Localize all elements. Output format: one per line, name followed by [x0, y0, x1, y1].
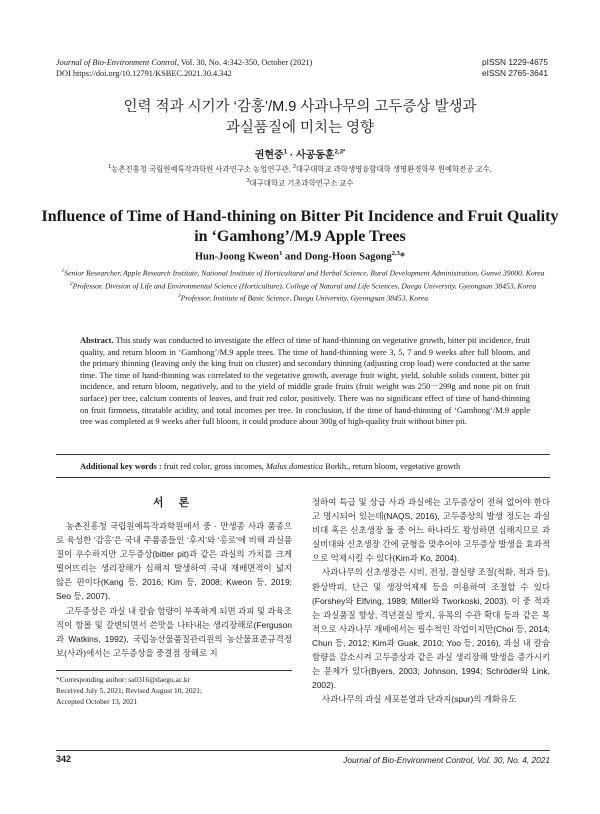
received-dates: Received July 5, 2021; Revised August 10, 2021; — [56, 686, 202, 695]
affil-en-1: Senior Researcher, Apple Research Institute, National Institute of Horticultural and Herbal Science, Rural Development Administration, Gunwi 39000, Korea — [64, 268, 545, 278]
affil-en-3: Professor, Institute of Basic Science, Daegu University, Gyeongsan 38453, Korea — [180, 294, 428, 303]
issn-block — [482, 57, 548, 79]
body-column-left — [56, 519, 292, 660]
author-and: and — [282, 251, 305, 263]
author-korean-2: 사공동훈 — [295, 150, 335, 161]
title-korean — [0, 97, 600, 139]
author-separator: · — [287, 150, 296, 161]
title-english-line2: in ‘Gamhong’/M.9 Apple Trees — [194, 228, 406, 245]
authors-korean — [0, 146, 600, 161]
footer-divider — [56, 750, 550, 751]
affil-en-sup2: 2 — [69, 280, 73, 287]
intro-paragraph-4: 사과나무의 신초생장은 시비, 전정, 결실량 조절(적화, 적과 등), 환상박피, 단근 및 생장억제제 등을 이용하여 조절할 수 있다(Forshey와 Elfving, 1989; Miller와 Tworkoski, 2003). 이 중 적과는 과실품질 향상, 격년결실 방지, 유목의 수관 확대 등과 같은 목적으로 사과나무 재배에서는 필수적인 작업이지만(Choi 등, 2014; Chun 등, 2012; Kim과 Guak, 2010; Yoo 등, 2016), 과실 내 칼슘 함량을 감소시켜 고두증상과 같은 과실 생리장해 발생을 증가시키는 문제가 있다(Byers, 2003; Johnson, 1994; Schröder와 Link, 2002). — [312, 567, 550, 691]
footnote-divider — [56, 670, 292, 671]
affil-en-sup1: 1 — [61, 268, 65, 274]
author-english-1: Hun-Joong Kweon — [194, 251, 280, 263]
affil-kr-sup3: 3 — [246, 178, 250, 185]
intro-paragraph-2: 고두증상은 과실 내 칼슘 함량이 부족하게 되면 과피 및 과육조직이 함몰 및 갈변되면서 쓴맛을 나타내는 생리장해로(Ferguson과 Watkins, 1992), 국립농산물품질관리원의 농산물표준규격정보(사과)에서는 고두증상을 중결점 장해로 지 — [56, 605, 292, 658]
eissn: eISSN 2765-3641 — [482, 68, 548, 78]
intro-paragraph-1: 농촌진흥청 국립원예특작과학원에서 중 · 만생종 사과 품종으로 육성한 ‘감홍’은 국내 주품종들인 ‘후지’와 ‘홍로’에 비해 과실품질이 우수하지만 고두증상(bitter pit)과 같은 과실의 가치를 크게 떨어뜨리는 생리장해가 심해져 발생하여 국내 재배면적이 넓지 않은 편이다(Kang 등, 2016; Kim 등, 2008; Kweon 등, 2019; Seo 등, 2007). — [56, 521, 292, 602]
keywords-text1: fruit red color, gross incomes, — [161, 462, 266, 471]
author-korean-2-sup: 2,3* — [334, 149, 346, 156]
corresponding-author[interactable]: *Corresponding author: sa0316@daegu.ac.kr — [56, 675, 191, 684]
abstract-label: Abstract. — [80, 335, 114, 345]
journal-info: , Vol. 30, No. 4:342-350, October (2021) — [176, 58, 313, 67]
author-english-2: Dong-Hoon Sagong — [304, 251, 392, 263]
author-korean-1: 권현중 — [254, 150, 284, 161]
page-number: 342 — [56, 754, 72, 764]
footer-journal: Journal of Bio-Environment Control, Vol. 30, No. 4, 2021 — [343, 755, 550, 765]
journal-header — [56, 57, 312, 79]
affil-kr-sup2: 2 — [292, 164, 296, 170]
authors-english — [0, 250, 600, 263]
affiliations-english — [56, 266, 550, 304]
title-korean-line1: 인력 적과 시기가 ‘감홍’/M.9 사과나무의 고두증상 발생과 — [123, 99, 477, 115]
affil-en-2: Professor, Division of Life and Environmental Science (Horticulture), College of Natural and Life Sciences, Daegu University, Gyeongsan 38453, Korea — [72, 281, 537, 291]
affiliations-korean — [0, 161, 600, 190]
pissn: pISSN 1229-4675 — [482, 57, 548, 67]
title-english — [0, 207, 600, 247]
section-heading-introduction: 서 론 — [152, 497, 196, 509]
keywords-label: Additional key words : — [80, 462, 162, 471]
intro-paragraph-5: 사과나무의 과실 세포분열과 단과지(spur)의 개화유도 — [322, 694, 517, 705]
corresponding-star: * — [399, 251, 406, 263]
affil-en-sup3: 3 — [178, 293, 181, 300]
journal-name: Journal of Bio-Environment Control — [56, 58, 177, 67]
author-korean-1-sup: 1 — [283, 149, 288, 156]
affil-kr-1: 농촌진흥청 국립원예특작과학원 사과연구소 농업연구관, — [111, 164, 293, 174]
author-english-2-sup: 2,3 — [391, 250, 400, 257]
keywords-italic: Malus domestica — [266, 462, 323, 471]
affil-kr-3: 대구대학교 기초과학연구소 교수 — [249, 178, 354, 188]
keywords — [80, 461, 550, 472]
affil-kr-2: 대구대학교 과학생명융합대학 생명환경학부 원예학전공 교수, — [295, 164, 492, 174]
body-column-right — [312, 495, 550, 706]
divider-top — [56, 454, 550, 455]
doi[interactable]: DOI https://doi.org/10.12791/KSBEC.2021.30.4.342 — [56, 69, 232, 78]
accepted-date: Accepted October 13, 2021 — [56, 697, 138, 706]
author-english-1-sup: 1 — [279, 250, 283, 257]
intro-paragraph-3: 정하여 특급 및 상급 사과 과실에는 고두증상이 전혀 없어야 한다고 명시되어 있는데(NAQS, 2016), 고두증상의 발생 정도는 과실비대 혹은 신초생장 둘 중 어느 하나라도 왕성하면 심해지므로 과실비대와 신초생장 간에 균형을 맞추어야 고두증상 발생을 효과적으로 억제시킬 수 있다(Kim과 Ko, 2004). — [312, 497, 550, 564]
divider-bottom — [56, 477, 550, 478]
abstract — [80, 335, 530, 428]
keywords-text2: Borkh., return bloom, vegetative growth — [323, 462, 461, 471]
abstract-text: This study was conducted to investigate the effect of time of hand-thinning on vegetative growth, bitter pit incidence, fruit quality, and return bloom in ‘Gamhong’/M.9 apple trees. The time of hand-thinning were 3, 5, 7 and 9 weeks after full bloom, and the primary thinning (leaving only the king fruit on cluster) and secondary thinning (adjusting crop load) were conducted at the same time. The time of hand-thinning was correlated to the vegetative growth, average fruit wight, yield, soluble solids content, bitter pit incidence, and return bloom, negatively, and to the yield of middle grade fruits (fruit weight was 250－299g and none pit on fruit surface) per tree, calcium contents of leaves, and fruit red color, positively. There was no significant effect of time of hand-thinning on fruit firmness, titratable acidity, and total incomes per tree. In conclusion, if the time of hand-thinning of ‘Gamhong’/M.9 apple tree was completed at 9 weeks after full bloom, it could produce about 300g of high-quality fruit without bitter pit. — [80, 335, 530, 427]
footnote — [56, 672, 292, 707]
title-english-line1: Influence of Time of Hand-thining on Bitter Pit Incidence and Fruit Quality — [41, 208, 559, 225]
title-korean-line2: 과실품질에 미치는 영향 — [225, 120, 375, 136]
affil-kr-sup1: 1 — [108, 164, 112, 170]
journal-citation — [56, 57, 312, 68]
